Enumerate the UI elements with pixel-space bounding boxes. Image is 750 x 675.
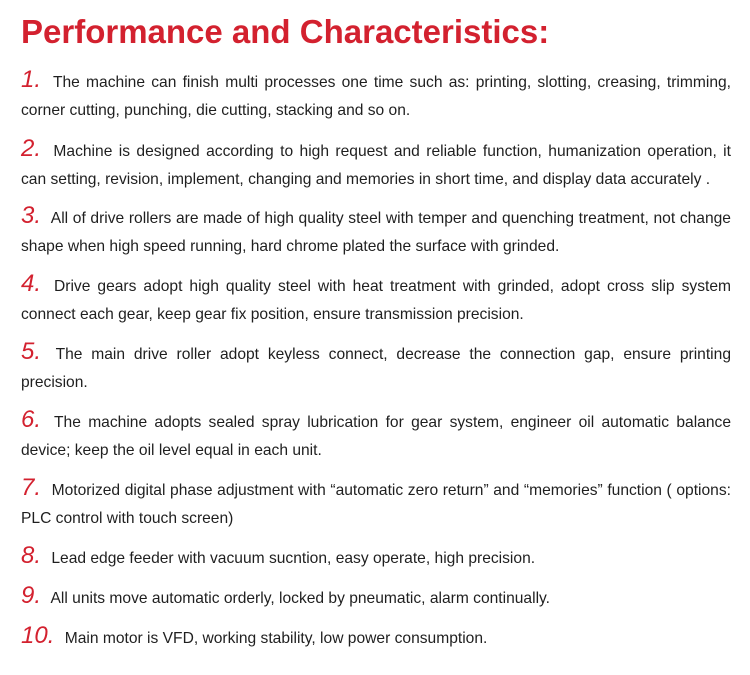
list-item (21, 202, 731, 261)
item-number: 10. (21, 622, 55, 649)
item-text: Main motor is VFD, working stability, low power consumption. (64, 630, 488, 647)
list-item (21, 135, 731, 194)
list-item (21, 582, 731, 613)
page-title: Performance and Characteristics: (21, 13, 550, 50)
item-number: 3. (21, 202, 42, 229)
list-item (21, 406, 731, 465)
item-text: The machine can finish multi processes one time such as: printing, slotting, creasing, trimming, corner cutting, punching, die cutting, stacking and so on. (21, 74, 731, 119)
characteristics-list (21, 66, 731, 653)
list-item (21, 66, 731, 125)
item-text: Machine is designed according to high request and reliable function, humanization operation, it can setting, revision, implement, changing and memories in short time, and display data accurately . (21, 143, 731, 188)
item-text: All of drive rollers are made of high quality steel with temper and quenching treatment, not change shape when high speed running, hard chrome plated the surface with grinded. (21, 210, 731, 255)
list-item (21, 338, 731, 397)
item-number: 7. (21, 474, 42, 501)
item-text: All units move automatic orderly, locked by pneumatic, alarm continually. (50, 590, 551, 607)
item-number: 8. (21, 542, 42, 569)
item-text: The machine adopts sealed spray lubrication for gear system, engineer oil automatic balance device; keep the oil level equal in each unit. (21, 414, 731, 459)
item-number: 4. (21, 270, 42, 297)
item-number: 9. (21, 582, 42, 609)
item-number: 2. (21, 135, 42, 162)
list-item (21, 542, 731, 573)
list-item (21, 622, 731, 653)
item-text: The main drive roller adopt keyless connect, decrease the connection gap, ensure printing precision. (21, 346, 731, 391)
item-number: 5. (21, 338, 42, 365)
item-number: 1. (21, 66, 42, 93)
item-text: Lead edge feeder with vacuum sucntion, easy operate, high precision. (51, 550, 536, 567)
list-item (21, 474, 731, 533)
item-number: 6. (21, 406, 42, 433)
item-text: Drive gears adopt high quality steel with heat treatment with grinded, adopt cross slip system connect each gear, keep gear fix position, ensure transmission precision. (21, 278, 731, 323)
item-text: Motorized digital phase adjustment with “automatic zero return” and “memories” function ( options: PLC control with touch screen) (21, 482, 731, 527)
list-item (21, 270, 731, 329)
